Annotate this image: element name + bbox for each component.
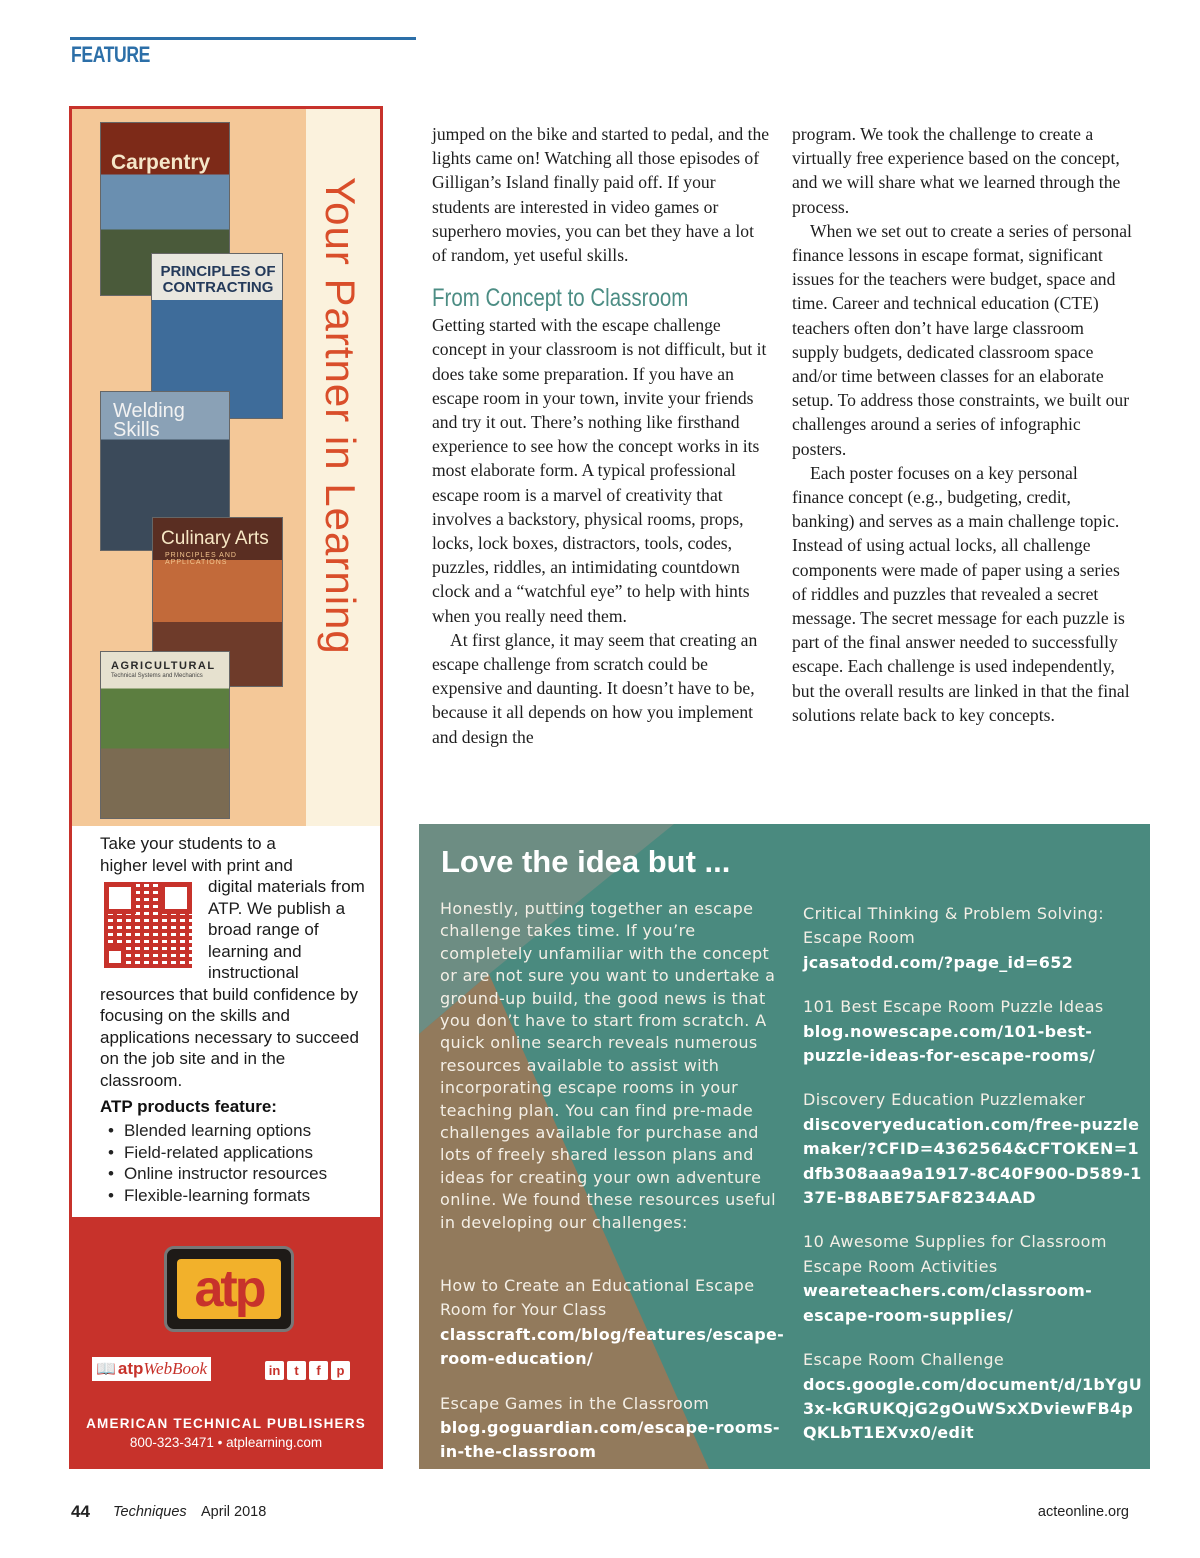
twitter-icon[interactable]: t [287, 1361, 306, 1380]
article-paragraph: When we set out to create a series of personal finance lessons in escape format, significant issues for the teachers were budget, space and time. Career and technical education (CTE) teachers often don’t have large classroom supply budgets, dedicated classroom space and/or time between classes for an elaborate setup. To address those constraints, we built our challenges around a series of infographic posters. [792, 220, 1132, 459]
ad-copy [100, 833, 370, 1091]
book-cover-agricultural [100, 651, 230, 819]
resource-link[interactable]: jcasatodd.com/?page_id=652 [803, 952, 1074, 972]
book-title: Culinary Arts [161, 528, 269, 549]
ad-copy-line: resources that build confidence by focusing on the skills and applications necessary to succeed on the job site and in the classroom. [100, 984, 359, 1090]
resource-link[interactable]: blog.goguardian.com/escape-rooms-in-the-classroom [440, 1418, 780, 1462]
book-title: Carpentry [111, 151, 211, 174]
social-links [265, 1361, 350, 1380]
resource-item [803, 1088, 1143, 1210]
resource-name: How to Create an Educational Escape Room for Your Class [440, 1276, 755, 1320]
page-number: 44 [71, 1502, 90, 1521]
resource-name: Discovery Education Puzzlemaker [803, 1090, 1086, 1110]
resource-link[interactable]: blog.nowescape.com/101-best-puzzle-ideas-for-escape-rooms/ [803, 1021, 1096, 1066]
resource-link[interactable]: discoveryeducation.com/free-puzzlemaker/?CFID=4362564&CFTOKEN=1dfb308aaa9a1917-8C40F900-D589-137E-B8ABE75AF8234AAD [803, 1114, 1142, 1208]
book-subtitle: Technical Systems and Mechanics [111, 673, 203, 679]
ad-copy-line: digital materials from ATP. We publish a broad range of learning and instructional [208, 877, 365, 982]
resource-item [440, 1392, 785, 1465]
atp-advertisement[interactable] [69, 106, 383, 1469]
resource-list-left [440, 1274, 785, 1469]
atp-logo-text: atp [194, 1260, 264, 1318]
resource-link[interactable]: docs.google.com/document/d/1bYgU3x-kGRUKQjG2gOuWSxXDviewFB4pQKLbT1EXvx0/edit [803, 1374, 1143, 1443]
ad-features-title: ATP products feature: [100, 1097, 277, 1116]
sidebar-intro: Honestly, putting together an escape challenge takes time. If you’re completely unfamiliar with the concept or are not sure you want to undertake a ground-up build, the good news is that you don’t have to start from scratch. A quick online search reveals numerous resources available to assist with incorporating escape rooms in your teaching plan. You can find pre-made challenges available for purchase and lots of freely shared lesson plans and ideas for creating your own adventure online. We found these resources useful in developing our challenges: [440, 899, 777, 1232]
ad-feature-item: • Field-related applications [108, 1142, 327, 1164]
atp-logo[interactable] [164, 1246, 294, 1332]
open-book-icon: 📖 [96, 1361, 116, 1378]
ad-feature-item: • Flexible-learning formats [108, 1185, 327, 1207]
section-label: FEATURE [71, 42, 151, 67]
pinterest-icon[interactable]: p [331, 1361, 350, 1380]
resources-sidebar [419, 824, 1150, 1469]
atp-webbook-logo[interactable] [92, 1357, 211, 1381]
article-subhead: From Concept to Classroom [432, 284, 689, 313]
article-paragraph: jumped on the bike and started to pedal, and the lights came on! Watching all those episodes of Gilligan’s Island finally paid off. If your students are interested in video games or superhero movies, you can bet they have a lot of random, yet useful skills. [432, 124, 770, 266]
resource-item [803, 1348, 1143, 1446]
article-paragraph: Each poster focuses on a key personal finance concept (e.g., budgeting, credit, banking) and serves as a main challenge topic. Instead of using actual locks, all challenge components were made of paper using a series of riddles and puzzles that revealed a secret message. The secret message for each puzzle is part of the final answer needed to successfully escape. Each challenge is used independently, but the overall results are linked in that the final solutions relate back to key concepts. [792, 462, 1130, 725]
ad-tagline: Your Partner in Learning [317, 177, 364, 655]
resource-name: 10 Awesome Supplies for Classroom Escape Room Activities [803, 1232, 1107, 1276]
linkedin-icon[interactable]: in [265, 1361, 284, 1380]
resource-name: Escape Room Challenge [803, 1350, 1005, 1370]
resource-link[interactable]: classcraft.com/blog/features/escape-room-education/ [440, 1324, 785, 1369]
issue-date: April 2018 [201, 1504, 267, 1520]
webbook-label: WebBook [143, 1359, 207, 1378]
ad-feature-item: • Blended learning options [108, 1120, 327, 1142]
article-paragraph: Getting started with the escape challenge concept in your classroom is not difficult, but it does take some preparation. If you have an escape room in your town, invite your friends and try it out. There’s nothing like firsthand experience to see how the concept works in its most elaborate form. A typical professional escape room is a marvel of creativity that involves a backstory, physical rooms, props, locks, lock boxes, distractors, tools, codes, puzzles, riddles, an intimidating countdown clock and a “watchful eye” to help with hints when you really need them. [432, 315, 767, 626]
header-rule [70, 37, 416, 40]
resource-item [803, 902, 1143, 975]
resource-list-right [803, 902, 1143, 1466]
book-title: AGRICULTURAL [111, 660, 216, 672]
resource-name: Escape Games in the Classroom [440, 1393, 710, 1413]
resource-item [803, 995, 1143, 1068]
book-title: Welding Skills [113, 400, 185, 441]
ad-brand-panel [72, 1217, 380, 1466]
resource-name: Critical Thinking & Problem Solving: Escape Room [803, 904, 1105, 948]
book-subtitle: PRINCIPLES AND APPLICATIONS [165, 552, 237, 566]
magazine-name: Techniques [113, 1504, 187, 1520]
publisher-contact: 800-323-3471 • atplearning.com [129, 1435, 323, 1450]
sidebar-title: Love the idea but ... [441, 844, 731, 879]
webbook-brand: atp [117, 1359, 144, 1378]
facebook-icon[interactable]: f [309, 1361, 328, 1380]
resource-item [803, 1230, 1143, 1328]
qr-code-icon[interactable] [104, 882, 192, 968]
book-title: PRINCIPLES OF CONTRACTING [160, 263, 276, 296]
resource-name: 101 Best Escape Room Puzzle Ideas [803, 997, 1104, 1017]
publisher-name: AMERICAN TECHNICAL PUBLISHERS [86, 1416, 366, 1431]
ad-feature-item: • Online instructor resources [108, 1163, 327, 1185]
resource-link[interactable]: weareteachers.com/classroom-escape-room-supplies/ [803, 1281, 1093, 1325]
ad-features-list [108, 1120, 327, 1206]
article-paragraph: At first glance, it may seem that creating an escape challenge from scratch could be expensive and daunting. It doesn’t have to be, because it all depends on how you implement and design the [432, 629, 758, 747]
ad-copy-line: Take your students to a [100, 834, 276, 853]
footer-website[interactable]: acteonline.org [1037, 1504, 1129, 1520]
article-column-2 [792, 122, 1132, 727]
ad-copy-line: higher level with print and [100, 855, 293, 875]
resource-item [440, 1274, 785, 1372]
article-column-1 [432, 122, 772, 749]
article-paragraph: program. We took the challenge to create a virtually free experience based on the concept, and we will share what we learned through the process. [792, 124, 1121, 217]
